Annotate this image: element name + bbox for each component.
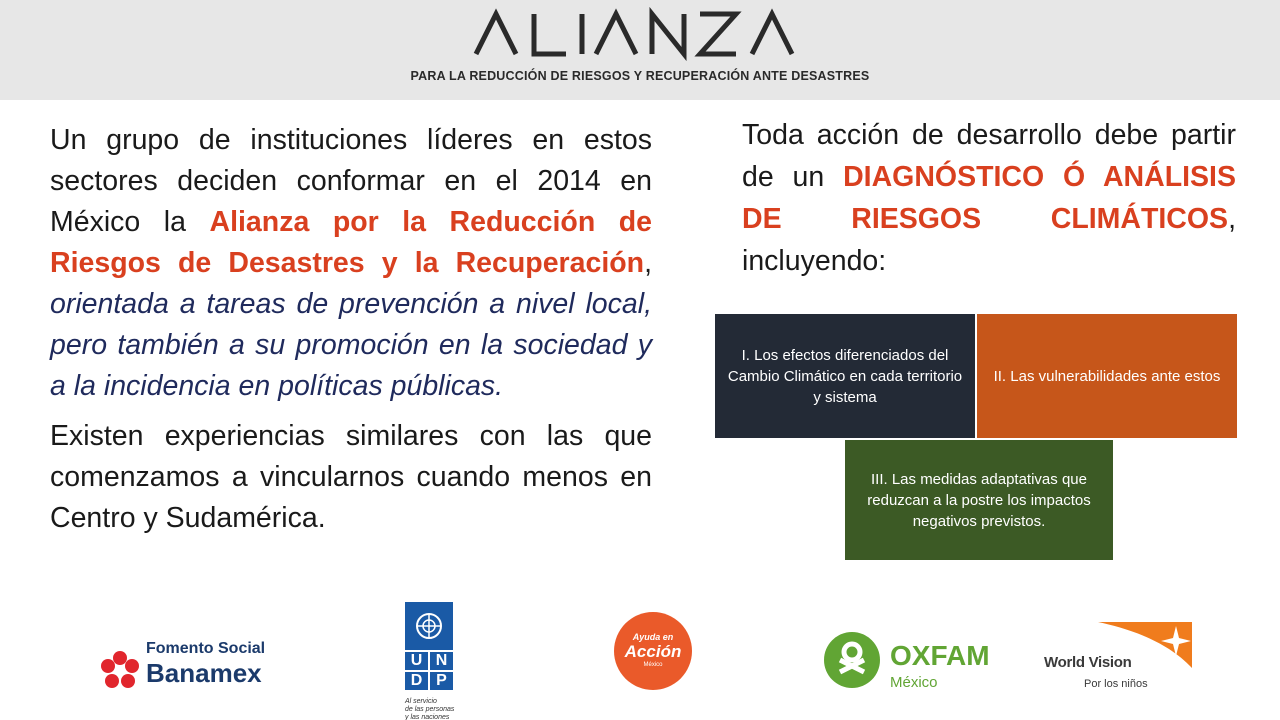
banamex-line2: Banamex (146, 658, 262, 688)
ayuda-en-accion-logo (614, 612, 692, 690)
intro-text-a: Un grupo de instituciones líderes en estos sectores deciden conformar en el 2014 en México la (50, 124, 652, 238)
alianza-logo-text: ALIANZA (470, 6, 475, 7)
undp-caption (405, 698, 465, 720)
header-band (0, 0, 1280, 100)
right-text-column (742, 114, 1236, 282)
partner-logos (0, 590, 1280, 720)
alliance-purpose-italic: orientada a tareas de prevención a nivel local, pero también a su promoción en la sociedad y a la incidencia en políticas públicas. (50, 288, 652, 402)
diagnosis-text-a: Toda acción de desarrollo debe partir de un (742, 119, 1236, 193)
experiences-paragraph: Existen experiencias similares con las que comenzamos a vincularnos cuando menos en Centro y Sudamérica. (50, 420, 652, 534)
box-vulnerabilities-label: II. Las vulnerabilidades ante estos (993, 367, 1221, 385)
box-adaptive-measures (845, 440, 1113, 560)
world-vision-name: World Vision (1044, 654, 1132, 671)
undp-letter-n: N (430, 652, 453, 670)
oxfam-name: OXFAM (890, 640, 990, 671)
undp-logo (405, 602, 455, 718)
box-climate-effects (715, 314, 975, 438)
intro-paragraph (50, 120, 652, 407)
box-adaptive-measures-label: III. Las medidas adaptativas que reduzcan a la postre los impactos negativos previstos. (867, 470, 1091, 530)
world-vision-tagline: Por los niños (1084, 678, 1148, 690)
undp-letter-u: U (405, 652, 428, 670)
diagnosis-text-b: , incluyendo: (742, 203, 1236, 277)
alliance-name-highlight: Alianza por la Reducción de Riesgos de Desastres y la Recuperación (50, 206, 653, 279)
undp-letter-p: P (430, 672, 453, 690)
banamex-line1: Fomento Social (146, 640, 266, 657)
oxfam-symbol-icon (822, 630, 882, 690)
banamex-flower-icon (100, 650, 140, 690)
box-vulnerabilities (977, 314, 1237, 438)
left-text-column (50, 120, 652, 548)
undp-caption-3: y las naciones (405, 714, 450, 720)
undp-caption-2: de las personas (405, 706, 455, 713)
ayuda-line1: Ayuda en (632, 632, 674, 642)
world-vision-logo (1044, 620, 1196, 700)
intro-text-b: , (644, 247, 652, 279)
diagnosis-highlight: DIAGNÓSTICO Ó ANÁLISIS DE RIESGOS CLIMÁTICOS (742, 161, 1236, 235)
box-climate-effects-label: I. Los efectos diferenciados del Cambio Climático en cada territorio y sistema (727, 346, 963, 406)
oxfam-logo (822, 630, 990, 700)
ayuda-line3: México (643, 662, 663, 668)
undp-letter-grid (405, 652, 453, 690)
undp-caption-1: Al servicio (405, 698, 437, 705)
banamex-logo (100, 638, 280, 698)
ayuda-line2: Acción (624, 642, 682, 661)
oxfam-country: México (890, 674, 938, 691)
world-vision-star-icon (1096, 620, 1196, 684)
alianza-logo (470, 6, 810, 62)
undp-letter-d: D (405, 672, 428, 690)
un-emblem-icon (405, 602, 453, 650)
header-tagline: PARA LA REDUCCIÓN DE RIESGOS Y RECUPERACIÓN ANTE DESASTRES (410, 69, 870, 83)
